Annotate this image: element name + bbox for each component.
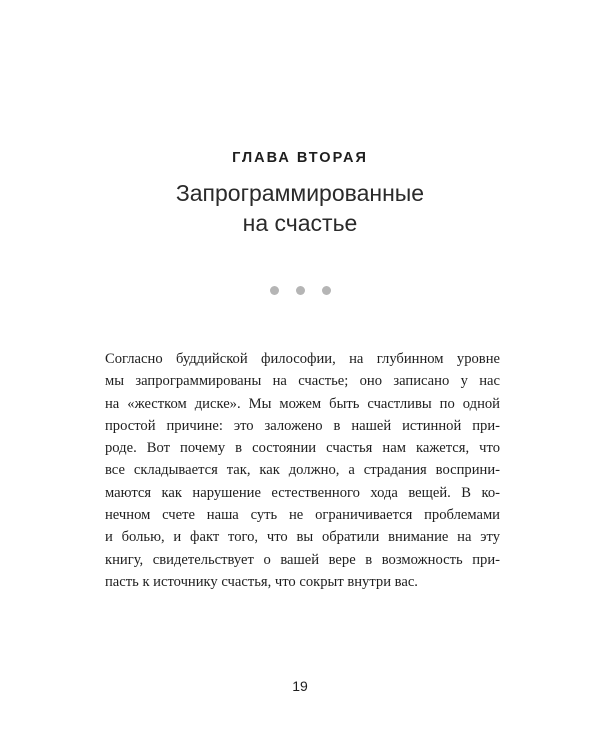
paragraph-line: маются как нарушение естественного хода вещей. В ко- (105, 484, 500, 501)
paragraph-line: нечном счете наша суть не ограничивается проблемами (105, 507, 500, 524)
ornament-dot (296, 286, 305, 295)
ornament-dot (322, 286, 331, 295)
chapter-label: ГЛАВА ВТОРАЯ (232, 150, 368, 166)
chapter-title-line: на счастье (242, 210, 358, 236)
ornament-dot (270, 286, 279, 295)
paragraph-line: Согласно буддийской философии, на глубинном уровне (105, 351, 500, 367)
body-paragraph (105, 348, 500, 593)
paragraph-line: и болью, и факт того, что вы обратили внимание на эту (105, 529, 500, 546)
paragraph-line: на «жестком диске». Мы можем быть счастливы по одной (105, 395, 500, 412)
paragraph-line: книгу, свидетельствует о вашей вере в возможность при- (105, 551, 500, 568)
paragraph-line: простой причине: это заложено в нашей истинной при- (105, 417, 500, 434)
paragraph-line: пасть к источнику счастья, что сокрыт внутри вас. (105, 573, 418, 590)
paragraph-line: роде. Вот почему в состоянии счастья нам кажется, что (105, 440, 500, 457)
page-number: 19 (292, 678, 308, 694)
paragraph-line: все складывается так, как должно, а страдания восприни- (105, 462, 500, 479)
chapter-title-line: Запрограммированные (175, 180, 425, 206)
chapter-title (0, 178, 600, 238)
ornament-dots (0, 286, 600, 295)
paragraph-line: мы запрограммированы на счастье; оно записано у нас (105, 373, 500, 390)
